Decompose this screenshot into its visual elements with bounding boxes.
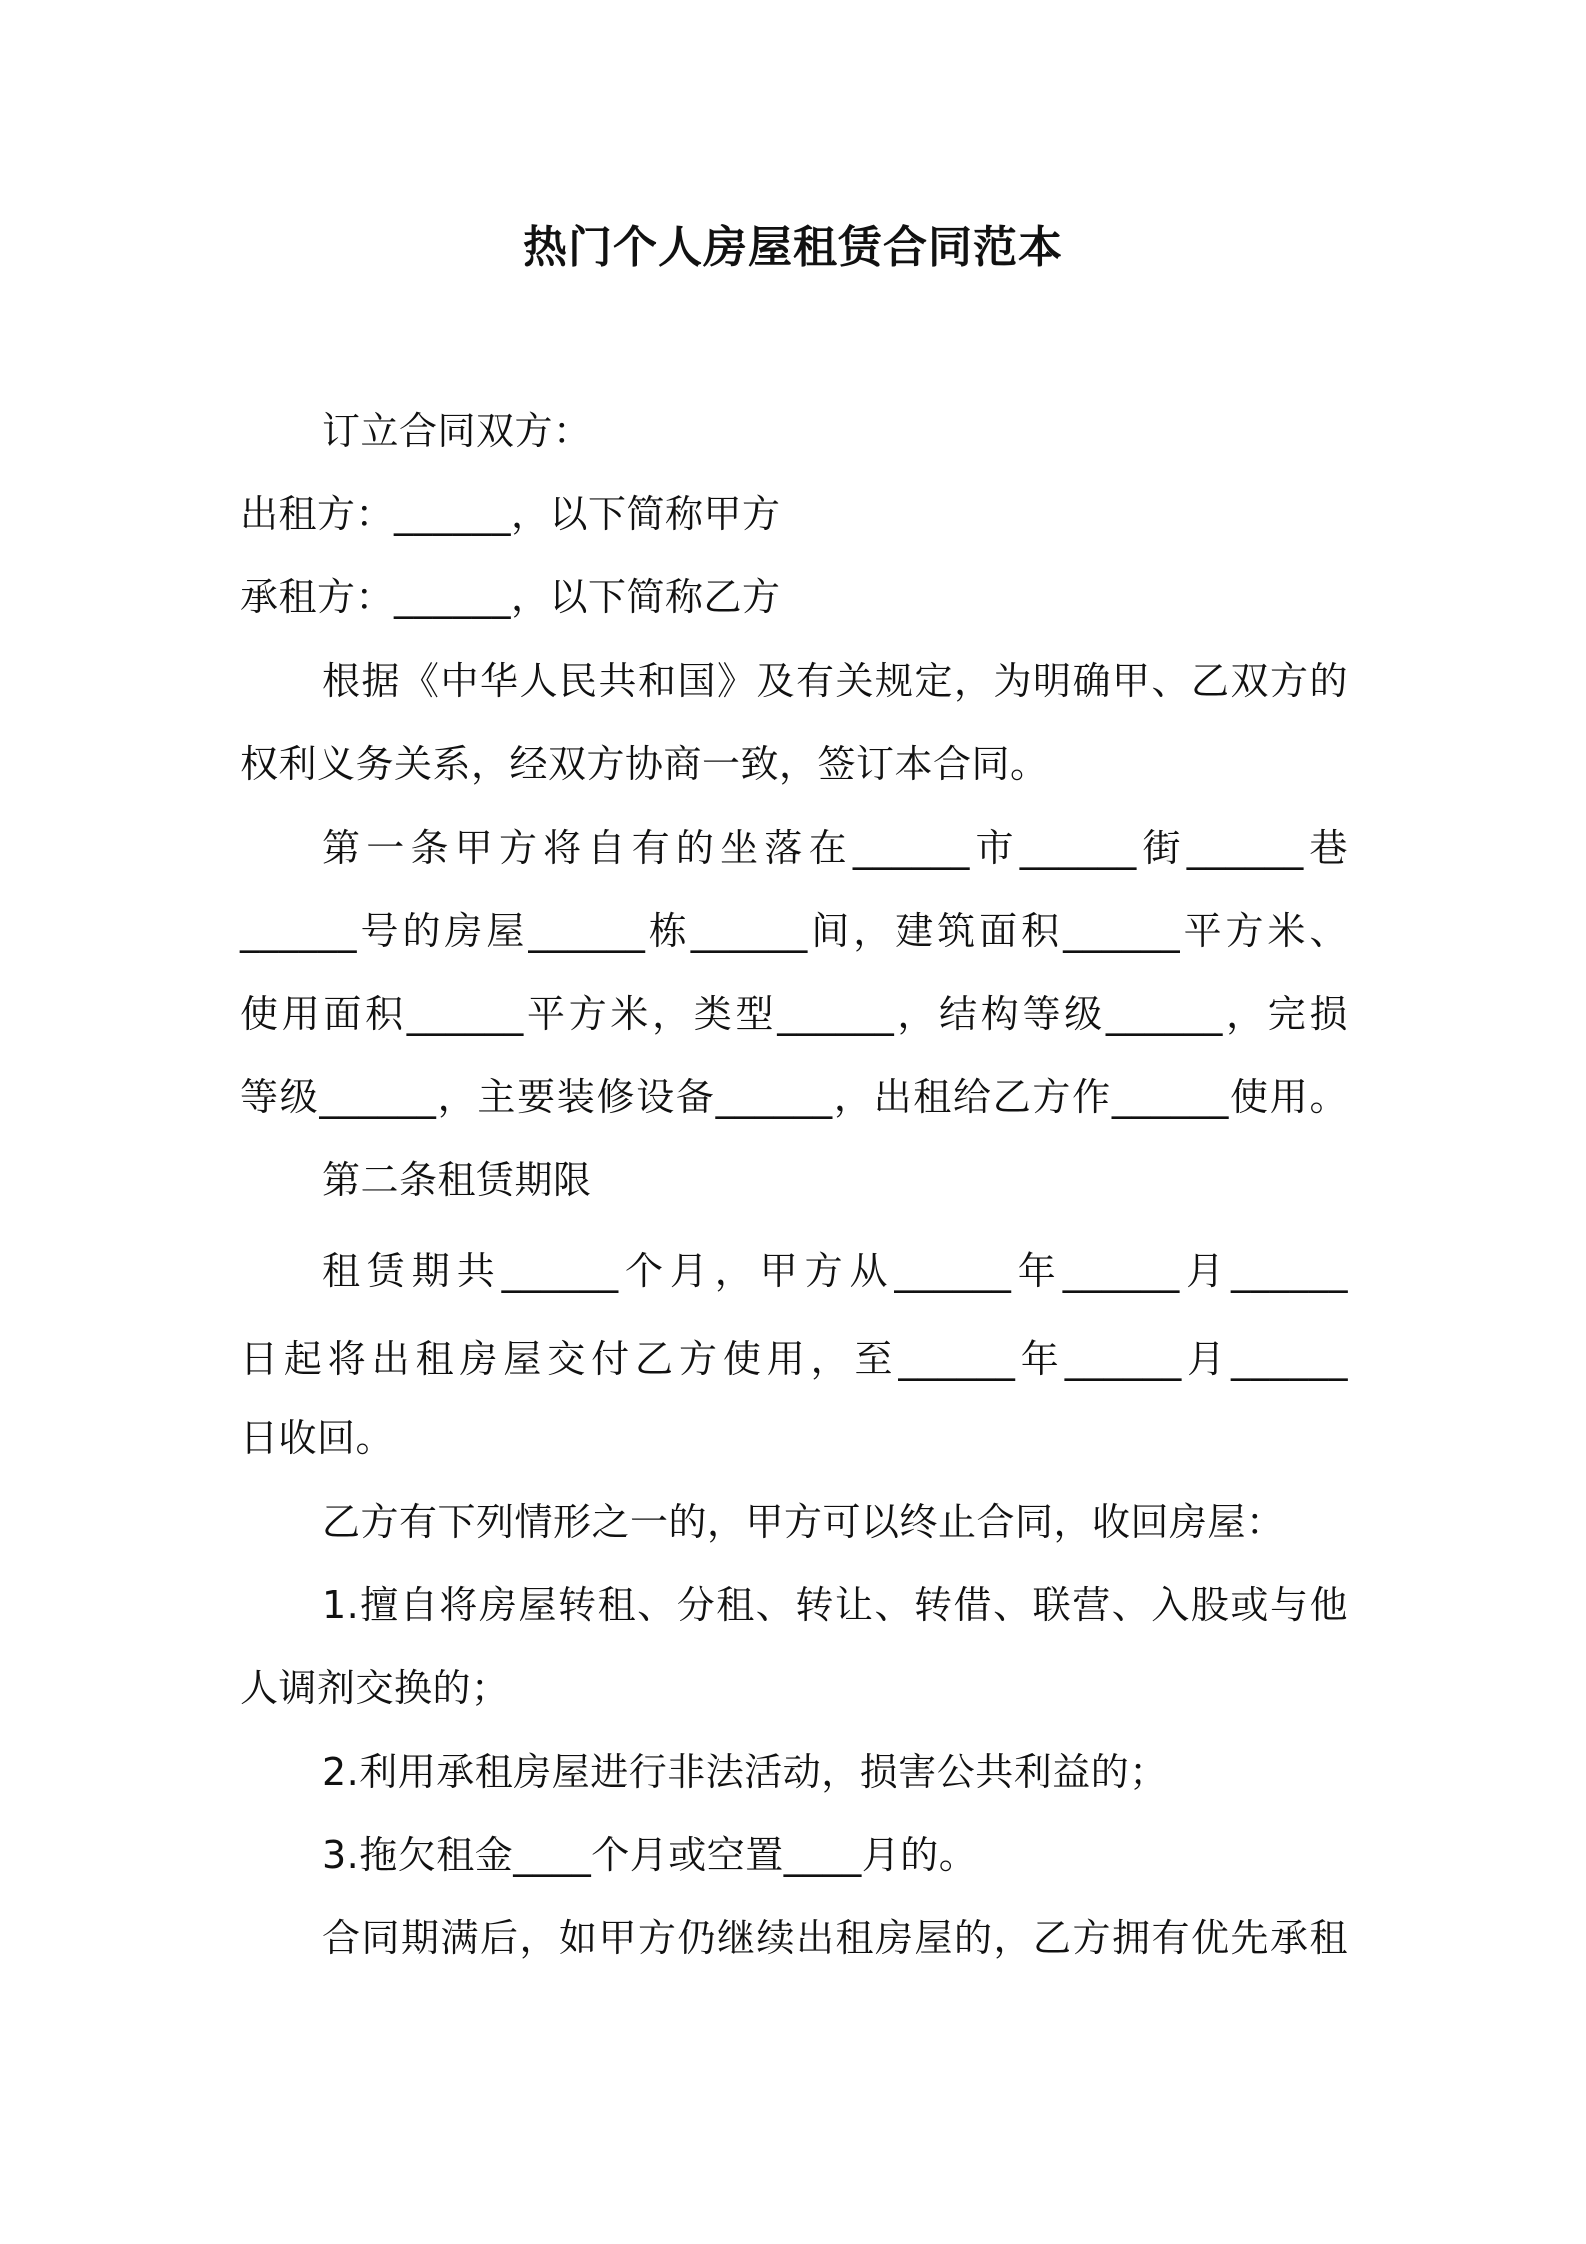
termination-item-1-line-1: 1.擅自将房屋转租、分租、转让、转借、联营、入股或与他 xyxy=(322,1583,1348,1627)
article-1-line-4: 等级______，主要装修设备______，出租给乙方作______使用。 xyxy=(240,1075,1348,1119)
article-1-line-3: 使用面积______平方米，类型______，结构等级______，完损 xyxy=(240,992,1348,1036)
article-1-line-1: 第一条甲方将自有的坐落在______市______街______巷 xyxy=(322,826,1348,870)
termination-item-2: 2.利用承租房屋进行非法活动，损害公共利益的； xyxy=(322,1750,1168,1794)
lessee-line: 承租方：______，以下简称乙方 xyxy=(240,575,781,619)
lessor-line: 出租方：______，以下简称甲方 xyxy=(240,492,781,536)
termination-heading: 乙方有下列情形之一的，甲方可以终止合同，收回房屋： xyxy=(322,1500,1285,1544)
article-2-heading: 第二条租赁期限 xyxy=(322,1158,592,1202)
lease-term-line-1: 租赁期共______个月，甲方从______年______月______ xyxy=(322,1249,1348,1293)
parties-heading: 订立合同双方： xyxy=(322,409,592,453)
lease-term-line-2: 日起将出租房屋交付乙方使用，至______年______月______ xyxy=(240,1337,1348,1381)
document-title: 热门个人房屋租赁合同范本 xyxy=(523,222,1063,273)
renewal-line-1: 合同期满后，如甲方仍继续出租房屋的，乙方拥有优先承租 xyxy=(322,1916,1348,1960)
termination-item-1-line-2: 人调剂交换的； xyxy=(240,1666,510,1710)
article-1-line-2: ______号的房屋______栋______间，建筑面积______平方米、 xyxy=(240,909,1348,953)
lease-term-line-3: 日收回。 xyxy=(240,1416,395,1460)
preamble-line-1: 根据《中华人民共和国》及有关规定，为明确甲、乙双方的 xyxy=(322,659,1348,703)
preamble-line-2: 权利义务关系，经双方协商一致，签订本合同。 xyxy=(240,742,1049,786)
termination-item-3: 3.拖欠租金____个月或空置____月的。 xyxy=(322,1833,978,1877)
